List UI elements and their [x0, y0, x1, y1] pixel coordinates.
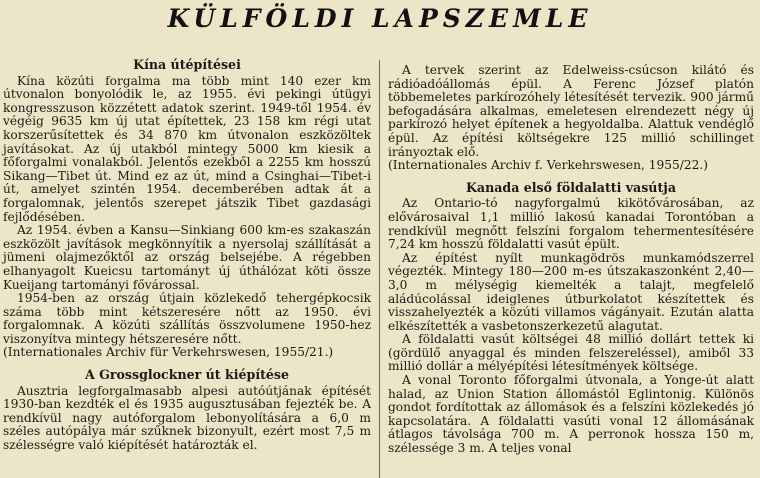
china-paragraph-3: 1954-ben az ország útjain közlekedő tehergépkocsik száma több mint kétszeresére nőtt az 1950. évi forgalomnak. A közúti szállítás összvolumene 1950-hez viszonyítva mintegy hétszeresére nőtt. [3, 291, 371, 346]
grossglockner-paragraph-1: Ausztria legforgalmasabb alpesi autóútjának építését 1930-ban kezdték el és 1935 augusztusában fejezték be. A rendkívül nagy autóforgalom lebonyolítására a 6,0 m széles autópálya már szűknek bizonyult, ezért most 7,5 m szélességre való kiépítését határozták el. [3, 383, 371, 453]
article-title-grossglockner: A Grossglockner út kiépítése [84, 367, 290, 383]
canada-paragraph-3: A földalatti vasút költségei 48 millió dollárt tettek ki (gördülő anyaggal és minden felszereléssel), amiből 33 millió dollár a mélyépítési létesítmények költsége. [388, 332, 754, 374]
china-paragraph-1: Kína közúti forgalma ma több mint 140 ezer km útvonalon bonyolódik le, az 1955. évi pekingi útügyi kongresszuson közzétett adatok szerint. 1949-től 1954. év végéig 9635 km új utat építettek, 23 158 km régi utat korszerűsítettek és 34 870 km útvonalon eszközöltek javításokat. Az új utakból mintegy 5000 km kiesik a főforgalmi vonalakból. Jelentős ezekből a 2255 km hosszú Sikang—Tibet út. Mind ez az út, mind a Csinghai—Tibet-i út, amelyet szintén 1954. decemberében adtak át a forgalomnak, jelentős szerepet játszik Tibet gazdasági fejlődésében. [3, 73, 371, 224]
canada-paragraph-4: A vonal Toronto főforgalmi útvonala, a Yonge-út alatt halad, az Union Station állomástól Eglintonig. Különös gondot fordítottak az állomások és a felszíni közlekedés jó kapcsolatára. A földalatti vasúti vonal 12 állomásának átlagos távolsága 700 m. A perronok hossza 150 m, szélessége 3 m. A teljes vonal [388, 373, 754, 456]
edelweiss-source: (Internationales Archiv f. Verkehrswesen, 1955/22.) [388, 158, 708, 173]
china-paragraph-2: Az 1954. évben a Kansu—Sinkiang 600 km-es szakaszán eszközölt javítások megkönnyítik a nyersolaj szállítását a jümeni olajmezőktől az ország belsejébe. A régebben elhanyagolt Kueicsu tartományt új úthálózat köti össze Kueijang tartományi fővárossal. [3, 223, 371, 292]
right-column [388, 64, 754, 456]
left-column [3, 58, 371, 453]
section-masthead: KÜLFÖLDI LAPSZEMLE [167, 4, 593, 33]
column-divider [379, 60, 380, 478]
edelweiss-paragraph-1: A tervek szerint az Edelweiss-csúcson kilátó és rádióadóállomás épül. A Ferenc József platón többemeletes parkírozóhely létesítését tervezik. 900 jármű befogadására alkalmas, emeletesen elrendezett négy új parkírozó helyet építenek a hegyoldalba. Alattuk vendéglő épül. Az építési költségekre 125 millió schillinget irányoztak elő. [388, 63, 754, 159]
canada-paragraph-2: Az építést nyílt munkagödrös munkamódszerrel végezték. Mintegy 180—200 m-es útszakaszonként 2,40—3,0 m mélységig kiemelték a talajt, megfelelő aládúcolással ideiglenes útburkolatot készítettek és visszahelyezték a közúti villamos vágányait. Ezután alatta elkészítették a vasbetonszerkezetű alagutat. [388, 250, 754, 333]
article-title-china: Kína útépítései [133, 57, 241, 72]
canada-paragraph-1: Az Ontario-tó nagyforgalmú kikötővárosában, az elővárosaival 1,1 millió lakosú kanadai Torontóban a rendkívül megnőtt felszíni forgalom tehermentesítésére 7,24 km hosszú földalatti vasút épült. [388, 196, 754, 252]
china-source: (Internationales Archiv für Verkehrswesen, 1955/21.) [3, 345, 334, 360]
article-title-canada: Kanada első földalatti vasútja [465, 179, 677, 195]
